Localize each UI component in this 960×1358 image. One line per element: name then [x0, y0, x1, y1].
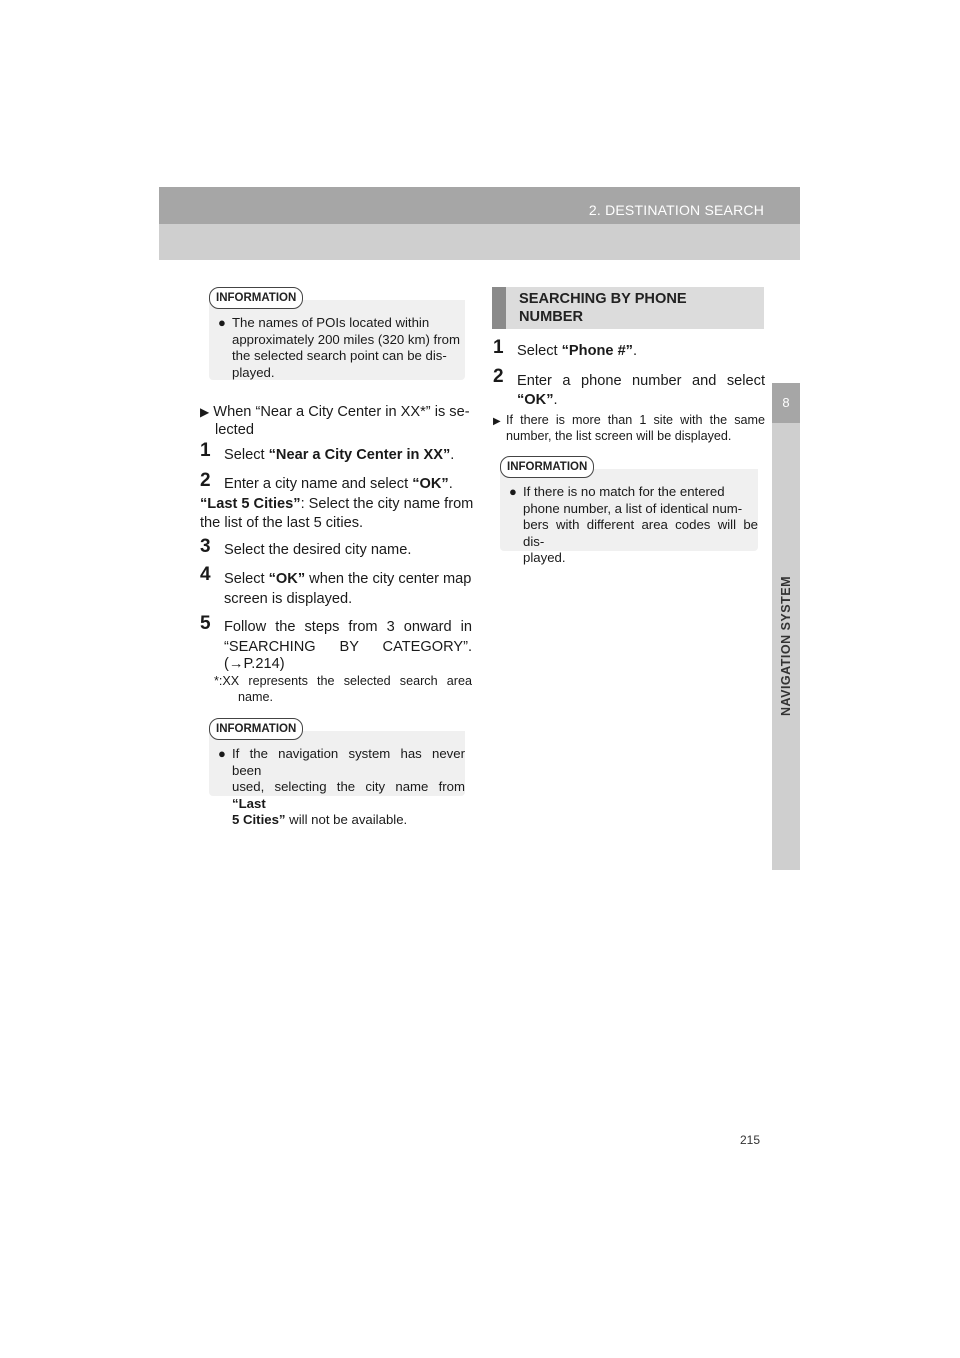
chapter-number: 8: [782, 395, 790, 410]
info-line: bers with different area codes will be dis-: [523, 517, 758, 549]
step-text: [224, 570, 471, 589]
step-text-part: .: [632, 343, 638, 359]
body-text: the list of the last 5 cities.: [200, 515, 364, 531]
bullet-icon: ●: [218, 746, 226, 761]
chapter-label: NAVIGATION SYSTEM: [779, 576, 793, 717]
step-text: [224, 475, 453, 494]
information-badge: INFORMATION: [500, 456, 594, 478]
section-header-title: 2. DESTINATION SEARCH: [588, 202, 764, 218]
step-text: Select the desired city name.: [224, 542, 412, 558]
step-text-continuation: screen is displayed.: [224, 591, 353, 607]
info-line: played.: [232, 364, 275, 380]
info-line: [232, 812, 465, 829]
info-line: [232, 779, 465, 812]
step-text-part: Enter a city name and select: [224, 476, 413, 492]
step-number: 4: [200, 564, 211, 585]
step-text-part: .: [553, 392, 558, 408]
section-title-line: SEARCHING BY PHONE: [519, 291, 687, 307]
page-header-subbar: [159, 224, 800, 260]
bullet-icon: ●: [509, 484, 517, 499]
body-text-bold: “Last 5 Cities”: [200, 496, 301, 512]
subheading-line: [200, 403, 470, 422]
info-line: If the navigation system has never been: [232, 746, 465, 778]
step-text-part: Select: [224, 571, 269, 587]
step-text: [517, 342, 637, 361]
step-text-part: .: [448, 476, 453, 492]
step-text-bold: “Phone #”: [561, 343, 633, 359]
page-header-bar: [159, 187, 800, 224]
step-text-part: when the city center map: [305, 571, 472, 587]
step-number: 2: [200, 470, 211, 491]
step-number: 1: [493, 337, 504, 358]
information-badge: INFORMATION: [209, 287, 303, 309]
footnote: *:XX represents the selected search area: [214, 674, 472, 688]
bullet-icon: ●: [218, 315, 226, 330]
note-line: [493, 412, 501, 430]
section-heading: [492, 287, 764, 329]
information-box: [209, 292, 465, 380]
step-text-bold: “Near a City Center in XX”: [268, 447, 451, 463]
arrow-right-icon: ▶: [200, 405, 210, 419]
step-text-part: Select: [517, 343, 562, 359]
subheading-continuation: lected: [215, 422, 254, 438]
chapter-tab: [772, 423, 800, 870]
step-text: Follow the steps from 3 onward in: [224, 619, 472, 635]
subheading-text: When “Near a City Center in XX*” is se-: [213, 404, 470, 420]
page-number: 215: [740, 1133, 761, 1147]
info-line: phone number, a list of identical num-: [523, 500, 743, 516]
step-text-continuation: “SEARCHING BY CATEGORY”.: [224, 639, 472, 655]
info-text-bold: 5 Cities”: [232, 812, 286, 827]
page-reference-link[interactable]: (→P.214): [224, 656, 285, 672]
section-heading-bar: [492, 287, 506, 329]
step-number: 5: [200, 613, 211, 634]
step-text-part: Select: [224, 447, 269, 463]
info-line: If there is no match for the entered: [523, 484, 725, 499]
step-number: 1: [200, 440, 211, 461]
chapter-tab-number: [772, 383, 800, 423]
step-text-bold: “OK”: [268, 571, 306, 587]
information-box: [500, 461, 758, 565]
info-line: the selected search point can be dis-: [232, 348, 447, 363]
info-text-bold: “Last: [232, 795, 266, 811]
section-title: [519, 290, 687, 326]
step-text-continuation: [517, 391, 558, 410]
info-text-part: used, selecting the city name from: [232, 779, 465, 794]
footnote-continuation: name.: [238, 690, 274, 704]
info-line: The names of POIs located within: [232, 315, 430, 330]
step-text-part: .: [450, 447, 455, 463]
step-number: 3: [200, 536, 211, 557]
arrow-right-icon: ▶: [493, 416, 501, 427]
note-text: If there is more than 1 site with the same: [506, 413, 765, 427]
step-text-bold: “OK”: [412, 476, 449, 492]
step-text-bold: “OK”: [517, 392, 554, 408]
information-box: [209, 723, 465, 827]
info-text-part: will not be available.: [285, 812, 408, 827]
step-number: 2: [493, 366, 504, 387]
info-line: approximately 200 miles (320 km) from: [232, 331, 460, 347]
step-text: Enter a phone number and select: [517, 373, 765, 389]
information-badge: INFORMATION: [209, 718, 303, 740]
info-line: played.: [523, 550, 566, 565]
section-title-line: NUMBER: [519, 309, 584, 325]
body-text: [200, 495, 473, 514]
body-text-part: : Select the city name from: [300, 496, 474, 512]
note-text-continuation: number, the list screen will be displayed.: [506, 429, 732, 443]
step-text: [224, 446, 454, 465]
